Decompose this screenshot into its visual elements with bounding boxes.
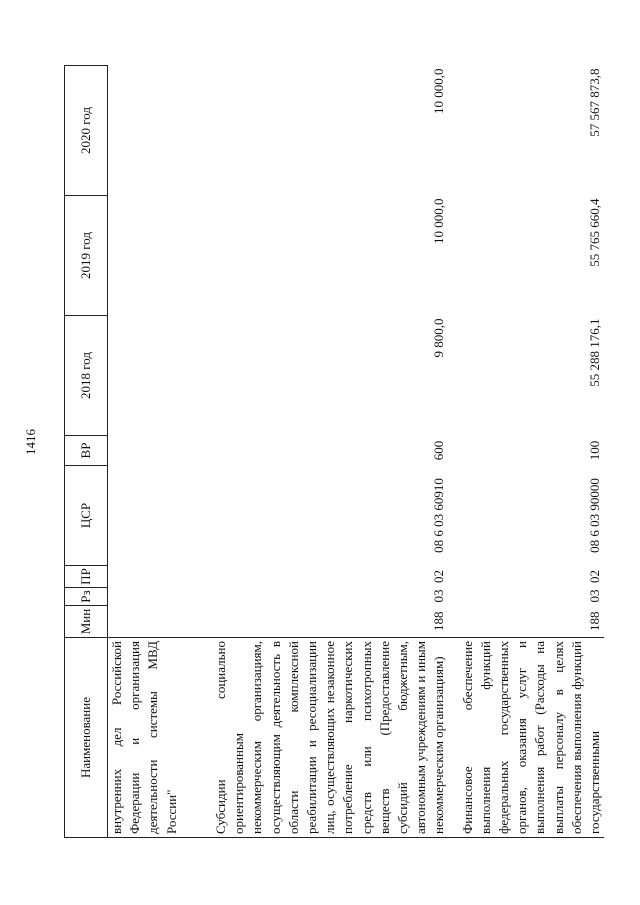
row-2020 (108, 66, 203, 196)
row-min: 188 (431, 611, 447, 631)
header-2020: 2020 год (65, 66, 108, 196)
row-name: внутренних дел Российской Федерации и организация деятельности системы МВД России" (108, 638, 203, 838)
row-min (108, 606, 203, 638)
header-csr: ЦСР (65, 466, 108, 566)
row-2019: 55 765 660,4 (587, 198, 603, 267)
table-row (202, 66, 449, 838)
row-csr (108, 466, 203, 566)
row-pr: 02 (431, 570, 447, 583)
row-pr: 02 (587, 570, 603, 583)
row-vr: 100 (587, 440, 603, 461)
row-min: 188 (587, 611, 603, 631)
row-name: Финансовое обеспечение выполнения функций федеральных государственных органов, оказания услуг и выполнения работ (Расходы на выплаты персоналу в целях обеспечения выполнения функций государственными (449, 638, 605, 838)
row-2020: 57 567 873,8 (587, 68, 603, 137)
row-2018 (108, 316, 203, 436)
row-2018: 55 288 176,1 (587, 318, 603, 387)
row-rz: 03 (587, 589, 603, 603)
row-csr: 08 6 03 90000 (587, 478, 603, 553)
row-2019 (108, 196, 203, 316)
header-rz: Рз (65, 588, 108, 606)
row-rz (108, 588, 203, 606)
row-2018: 9 800,0 (431, 318, 447, 358)
header-2019: 2019 год (65, 196, 108, 316)
header-pr: ПР (65, 566, 108, 588)
row-vr (108, 436, 203, 466)
table-header-row (65, 66, 108, 838)
row-csr: 08 6 03 60910 (431, 478, 447, 553)
header-vr: ВР (65, 436, 108, 466)
header-2018: 2018 год (65, 316, 108, 436)
row-pr (108, 566, 203, 588)
header-name: Наименование (65, 638, 108, 838)
header-min: Мин (65, 606, 108, 638)
row-rz: 03 (431, 589, 447, 603)
row-vr: 600 (431, 440, 447, 461)
budget-table (64, 65, 604, 838)
row-2020: 10 000,0 (431, 68, 447, 114)
table-row (449, 66, 605, 838)
rotated-table-container (64, 66, 603, 838)
row-2019: 10 000,0 (431, 198, 447, 244)
page-number: 1416 (23, 429, 38, 455)
table-row (108, 66, 203, 838)
row-name: Субсидии социально ориентированным некоммерческим организациям, осуществляющим деятельность в области комплексной реабилитации и ресоциализации лиц, осуществляющих незаконное потребление наркотических средств или психотропных веществ (Предоставление субсидий бюджетным, автономным учреждениям и иным некоммерческим организациям) (202, 638, 449, 838)
